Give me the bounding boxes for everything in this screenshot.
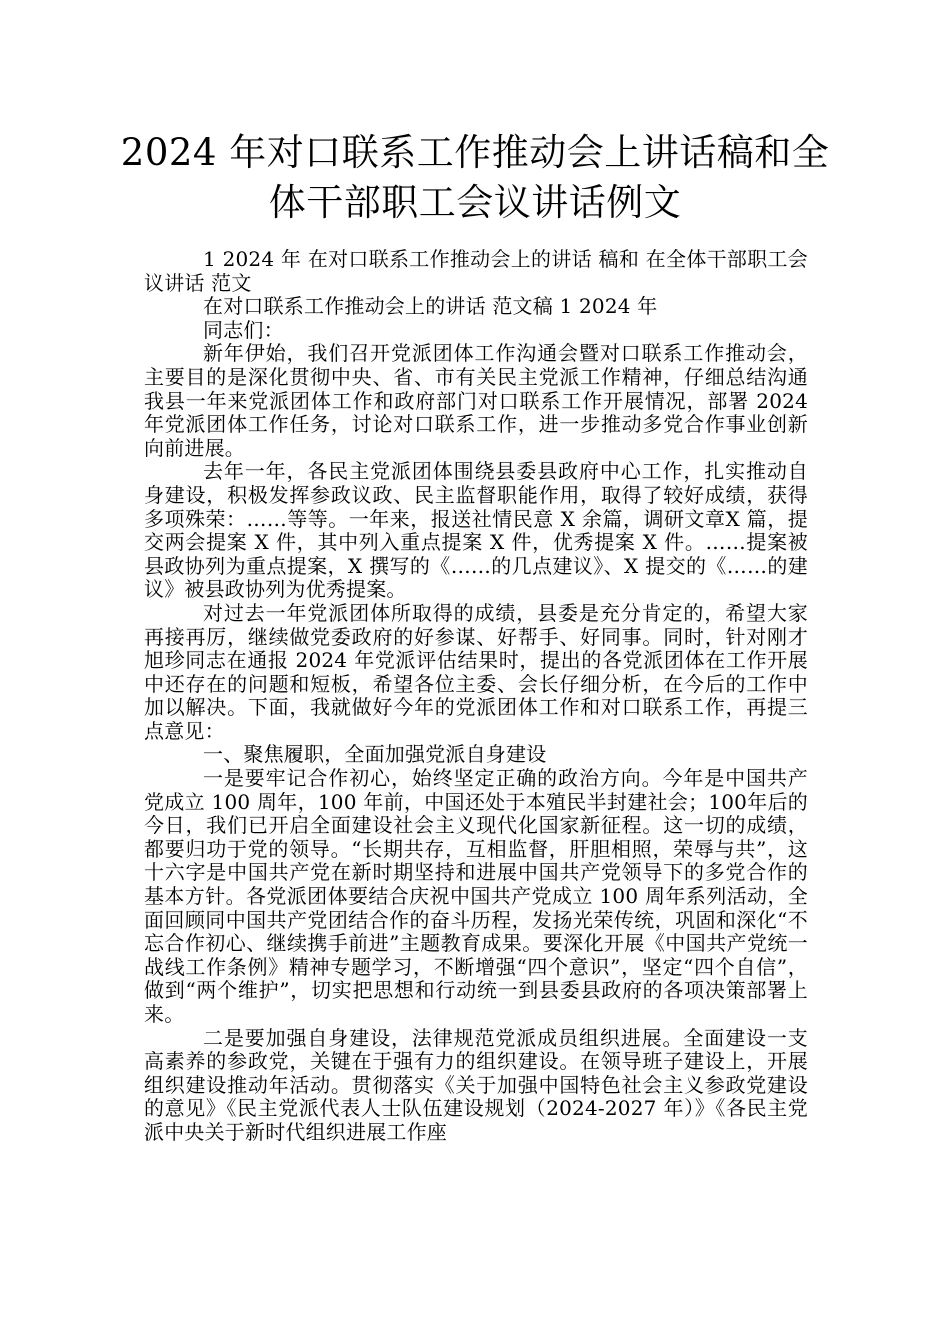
document-body (144, 248, 808, 1145)
paragraph: 对过去一年党派团体所取得的成绩，县委是充分肯定的，希望大家再接再厉，继续做党委政府的好参谋、好帮手、好同事。同时，针对刚才旭珍同志在通报 2024 年党派评估结果时，提出的各党派团体在工作开展中还存在的问题和短板，希望各位主委、会长仔细分析，在今后的工作中加以解决。下面，我就做好今年的党派团体工作和对口联系工作，再提三点意见： (144, 600, 808, 743)
paragraph: 1 2024 年 在对口联系工作推动会上的讲话 稿和 在全体干部职工会议讲话 范文 (144, 247, 808, 295)
paragraph: 去年一年，各民主党派团体围绕县委县政府中心工作，扎实推动自身建设，积极发挥参政议政、民主监督职能作用，取得了较好成绩，获得多项殊荣：……等等。一年来，报送社情民意 X 余篇，调研文章X 篇，提交两会提案 X 件，其中列入重点提案 X 件，优秀提案 X 件。……提案被县政协列为重点提案，X 撰写的《……的几点建议》、X 提交的《……的建议》被县政协列为优秀提案。 (144, 459, 808, 602)
paragraph: 二是要加强自身建设，法律规范党派成员组织进展。全面建设一支高素养的参政党，关键在于强有力的组织建设。在领导班子建设上，开展组织建设推动年活动。贯彻落实《关于加强中国特色社会主义参政党建设的意见》《民主党派代表人士队伍建设规划（2024-2027 年）》《各民主党派中央关于新时代组织进展工作座 (144, 1025, 808, 1144)
title-line-2: 体干部职工会议讲话例文 (268, 181, 682, 224)
document-title (120, 128, 830, 228)
paragraph: 一是要牢记合作初心，始终坚定正确的政治方向。今年是中国共产党成立 100 周年，100 年前，中国还处于本殖民半封建社会；100年后的今日，我们已开启全面建设社会主义现代化国家新征程。这一切的成绩，都要归功于党的领导。“长期共存，互相监督，肝胆相照，荣辱与共”，这十六字是中国共产党在新时期坚持和进展中国共产党领导下的多党合作的基本方针。各党派团体要结合庆祝中国共产党成立 100 周年系列活动，全面回顾同中国共产党团结合作的奋斗历程，发扬光荣传统，巩固和深化“不忘合作初心、继续携手前进”主题教育成果。要深化开展《中国共产党统一战线工作条例》精神专题学习，不断增强“四个意识”，坚定“四个自信”，做到“两个维护”，切实把思想和行动统一到县委县政府的各项决策部署上来。 (144, 766, 808, 1026)
paragraph: 新年伊始，我们召开党派团体工作沟通会暨对口联系工作推动会，主要目的是深化贯彻中央、省、市有关民主党派工作精神，仔细总结沟通我县一年来党派团体工作和政府部门对口联系工作开展情况，部署 2024 年党派团体工作任务，讨论对口联系工作，进一步推动多党合作事业创新向前进展。 (144, 341, 808, 460)
section-heading: 一、聚焦履职，全面加强党派自身建设 (203, 742, 547, 767)
title-line-1: 2024 年对口联系工作推动会上讲话稿和全 (120, 131, 830, 174)
paragraph: 在对口联系工作推动会上的讲话 范文稿 1 2024 年 (203, 294, 658, 319)
paragraph: 同志们： (203, 317, 284, 342)
